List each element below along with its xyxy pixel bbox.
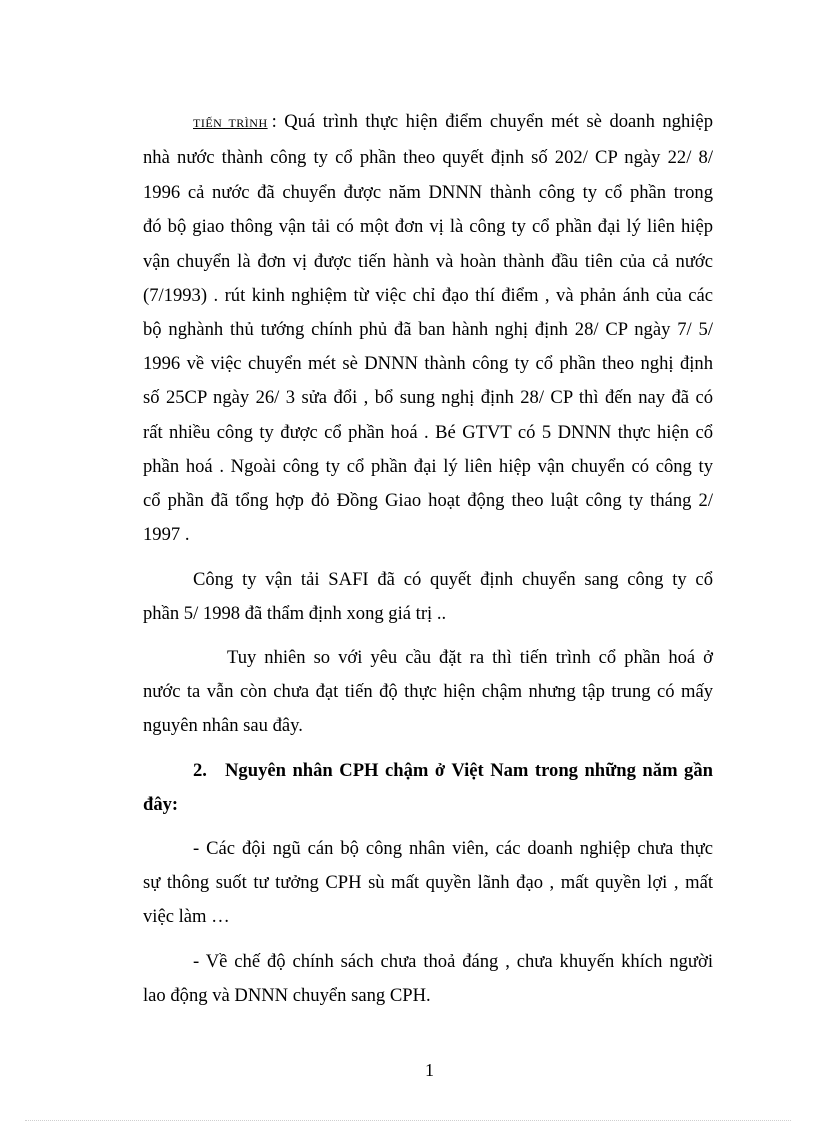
- paragraph-1-line-9: số 25CP ngày 26/ 3 sửa đổi , bổ sung nghị định 28/ CP thì đến nay đã có: [143, 387, 713, 408]
- paragraph-2-line-2: phần 5/ 1998 đã thẩm định xong giá trị ..: [143, 603, 447, 624]
- section-label: TIẾN TRÌNH: [193, 116, 268, 130]
- paragraph-1-line-3: 1996 cả nước đã chuyển được năm DNNN thành công ty cổ phần trong: [143, 182, 713, 203]
- heading-2-line-2: đây:: [143, 794, 179, 815]
- paragraph-1-line-2: nhà nước thành công ty cổ phần theo quyết định số 202/ CP ngày 22/ 8/: [143, 147, 713, 168]
- paragraph-1-line-7: bộ nghành thủ tướng chính phủ đã ban hành nghị định 28/ CP ngày 7/ 5/: [143, 319, 713, 340]
- bullet-2-line-2: lao động và DNNN chuyển sang CPH.: [143, 985, 431, 1006]
- paragraph-1-text: : Quá trình thực hiện điểm chuyển mét sè doanh nghiệp: [271, 111, 713, 132]
- paragraph-1-line-11: phần hoá . Ngoài công ty cổ phần đại lý liên hiệp vận chuyển có công ty: [143, 456, 713, 477]
- paragraph-3-line-2: nước ta vẫn còn chưa đạt tiến độ thực hiện chậm nhưng tập trung có mấy: [143, 681, 713, 702]
- bullet-1-line-1: - Các đội ngũ cán bộ công nhân viên, các doanh nghiệp chưa thực: [193, 838, 713, 859]
- heading-2-line-1: [193, 759, 713, 783]
- paragraph-1-line-8: 1996 về việc chuyển mét sè DNNN thành công ty cổ phần theo nghị định: [143, 353, 713, 374]
- paragraph-1-line-10: rất nhiều công ty được cổ phần hoá . Bé GTVT có 5 DNNN thực hiện cổ: [143, 422, 713, 443]
- bullet-1-line-3: việc làm …: [143, 906, 230, 927]
- page-bottom-border: [25, 1120, 791, 1121]
- bullet-2-line-1: - Về chế độ chính sách chưa thoả đáng , chưa khuyến khích người: [193, 951, 713, 972]
- paragraph-1-line-4: đó bộ giao thông vận tải có một đơn vị là công ty cổ phần đại lý liên hiệp: [143, 216, 713, 237]
- paragraph-2-line-1: Công ty vận tải SAFI đã có quyết định chuyển sang công ty cổ: [193, 569, 713, 590]
- paragraph-1-line-5: vận chuyển là đơn vị được tiến hành và hoàn thành đầu tiên của cả nước: [143, 251, 713, 272]
- paragraph-1-line-6: (7/1993) . rút kinh nghiệm từ việc chỉ đạo thí điểm , và phản ánh của các: [143, 285, 713, 306]
- paragraph-1-line-13: 1997 .: [143, 524, 190, 545]
- paragraph-1-line-1: [193, 110, 713, 135]
- paragraph-3-line-3: nguyên nhân sau đây.: [143, 715, 303, 736]
- paragraph-1-line-12: cổ phần đã tổng hợp đỏ Đồng Giao hoạt động theo luật công ty tháng 2/: [143, 490, 713, 511]
- heading-2-title: Nguyên nhân CPH chậm ở Việt Nam trong những năm gần: [225, 760, 713, 781]
- heading-2-number: 2.: [193, 760, 207, 781]
- page-number: 1: [425, 1060, 434, 1080]
- paragraph-3-line-1: Tuy nhiên so với yêu cầu đặt ra thì tiến trình cổ phần hoá ở: [227, 647, 713, 668]
- bullet-1-line-2: sự thông suốt tư tưởng CPH sù mất quyền lãnh đạo , mất quyền lợi , mất: [143, 872, 713, 893]
